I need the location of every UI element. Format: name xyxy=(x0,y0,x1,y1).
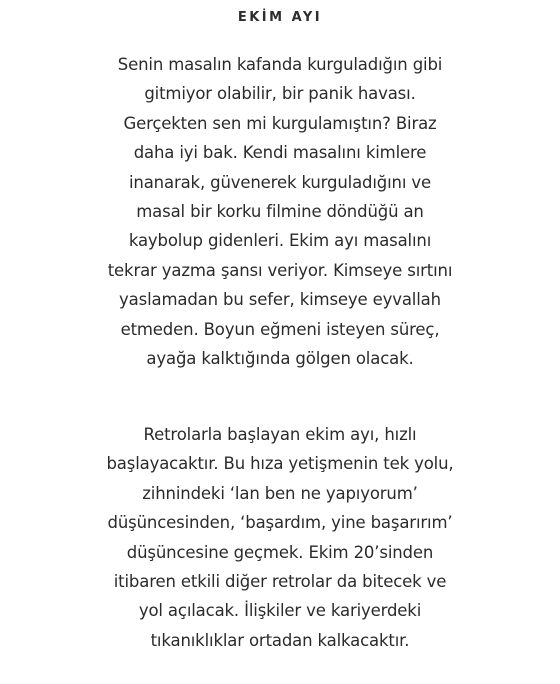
text-line: tıkanıklıklar ortadan kalkacaktır. xyxy=(150,630,410,650)
text-line: inanarak, güvenerek kurguladığını ve xyxy=(128,172,432,192)
text-line: masal bir korku filmine döndüğü an xyxy=(136,202,424,222)
text-line: kaybolup gidenleri. Ekim ayı masalını xyxy=(128,231,432,251)
paragraph-1 xyxy=(0,50,560,373)
page-title: EKİM AYI xyxy=(237,10,323,25)
text-line: daha iyi bak. Kendi masalını kimlere xyxy=(133,143,427,163)
text-line: Senin masalın kafanda kurguladığın gibi xyxy=(117,55,443,74)
text-line: Gerçekten sen mi kurgulamıştın? Biraz xyxy=(123,113,437,133)
text-line: başlayacaktır. Bu hıza yetişmenin tek yolu, xyxy=(106,454,454,474)
text-line: zihnindeki ‘lan ben ne yapıyorum’ xyxy=(142,483,418,503)
text-line: Retrolarla başlayan ekim ayı, hızlı xyxy=(143,425,417,444)
text-line: ayağa kalktığında gölgen olacak. xyxy=(146,349,414,369)
text-line: gitmiyor olabilir, bir panik havası. xyxy=(144,84,416,104)
text-line: düşüncesine geçmek. Ekim 20’sinden xyxy=(126,542,434,562)
text-line: tekrar yazma şansı veriyor. Kimseye sırtını xyxy=(107,260,453,280)
text-line: yol açılacak. İlişkiler ve kariyerdeki xyxy=(138,601,422,621)
text-line: itibaren etkili diğer retrolar da bitecek ve xyxy=(113,572,447,592)
text-line: düşüncesinden, ‘başardım, yine başarırım’ xyxy=(107,513,453,533)
paragraph-2 xyxy=(0,420,560,655)
text-line: etmeden. Boyun eğmeni isteyen süreç, xyxy=(120,319,440,339)
text-line: yaslamadan bu sefer, kimseye eyvallah xyxy=(119,290,441,310)
